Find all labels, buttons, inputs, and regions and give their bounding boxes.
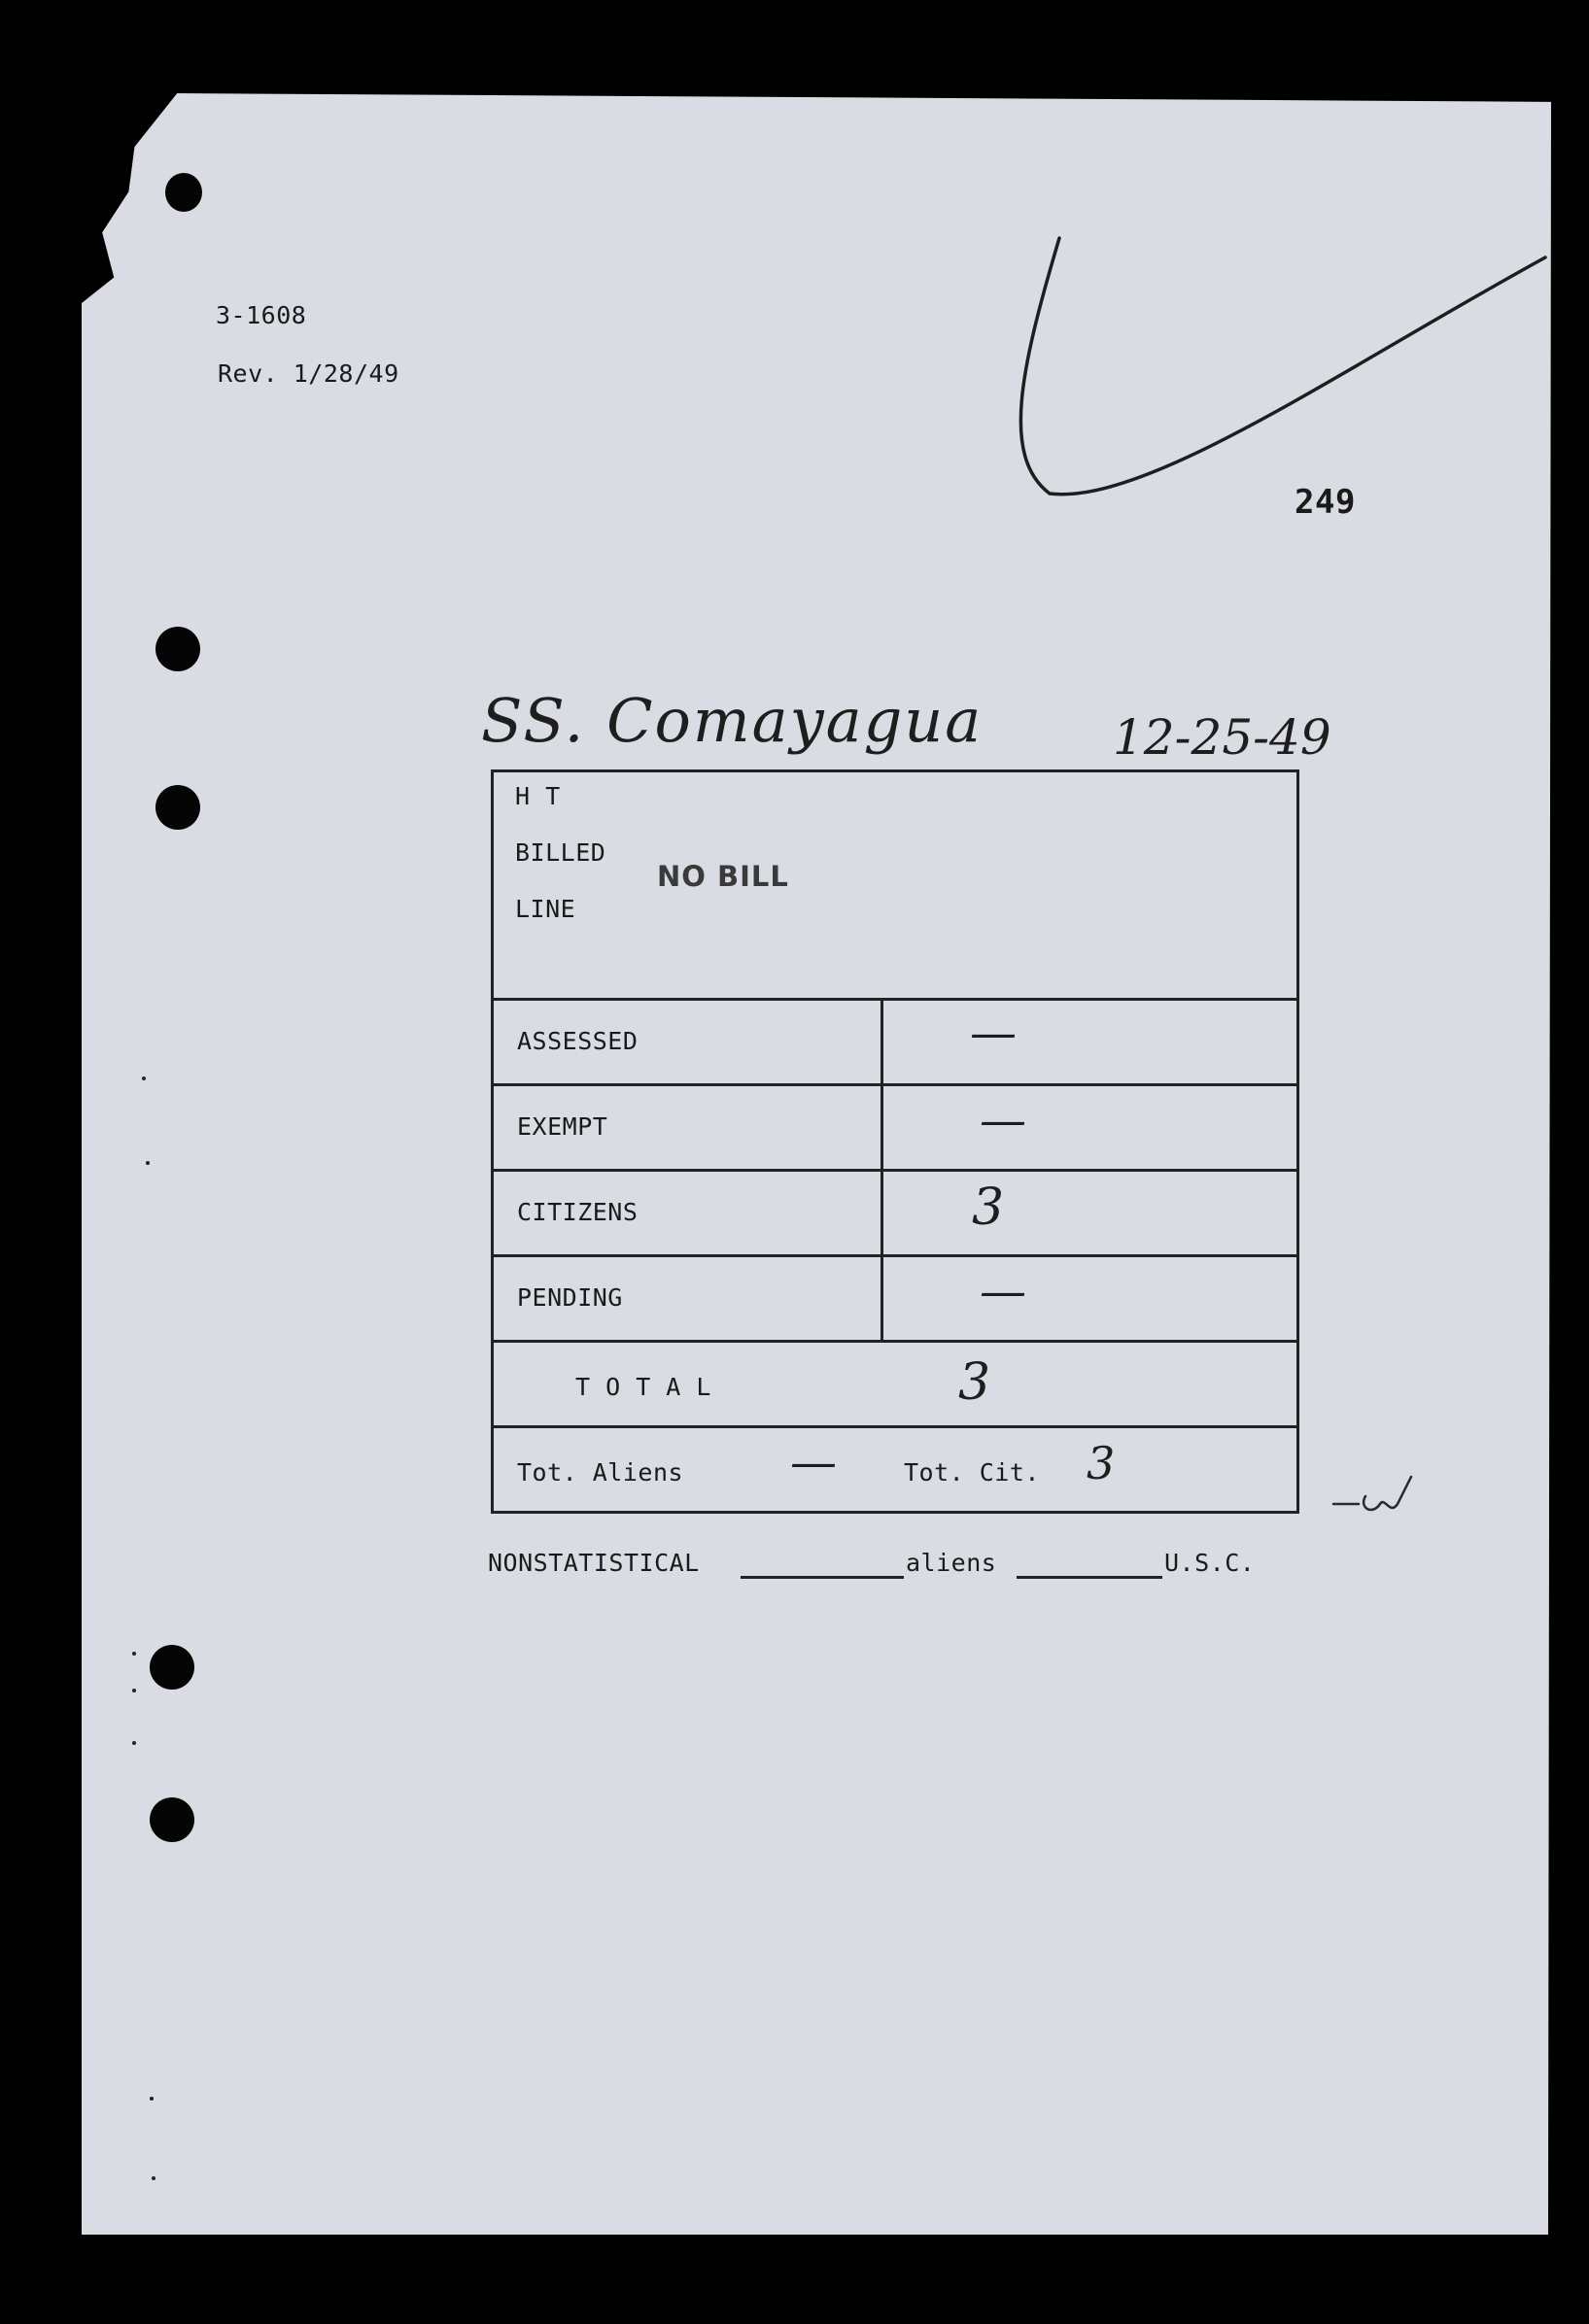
nonstatistical-aliens-blank xyxy=(741,1576,904,1579)
form-number: 3-1608 xyxy=(216,301,307,329)
page-number: 249 xyxy=(1295,483,1356,522)
column-divider xyxy=(881,998,883,1340)
total-value: 3 xyxy=(958,1353,991,1412)
divider xyxy=(494,1425,1296,1428)
nonstatistical-label: NONSTATISTICAL xyxy=(488,1549,700,1577)
nonstatistical-usc-blank xyxy=(1017,1576,1162,1579)
no-bill-stamp: NO BILL xyxy=(657,860,789,893)
total-aliens-value: — xyxy=(790,1435,837,1489)
total-aliens-label: Tot. Aliens xyxy=(517,1458,684,1487)
arrival-date: 12-25-49 xyxy=(1113,709,1331,766)
revision-date: Rev. 1/28/49 xyxy=(218,359,399,388)
tally-box xyxy=(491,769,1299,1514)
citizens-value: 3 xyxy=(972,1179,1005,1237)
divider xyxy=(494,1340,1296,1343)
billed-label: BILLED xyxy=(515,838,606,867)
usc-label: U.S.C. xyxy=(1164,1549,1256,1577)
total-citizens-value: 3 xyxy=(1087,1437,1116,1489)
exempt-label: EXEMPT xyxy=(517,1112,608,1141)
ht-label: H T xyxy=(515,782,561,810)
vessel-name: SS. Comayagua xyxy=(481,685,984,756)
citizens-label: CITIZENS xyxy=(517,1198,639,1226)
assessed-label: ASSESSED xyxy=(517,1027,639,1055)
aliens-label: aliens xyxy=(906,1549,997,1577)
total-label: T O T A L xyxy=(575,1373,711,1401)
divider xyxy=(494,998,1296,1001)
total-citizens-label: Tot. Cit. xyxy=(904,1458,1040,1487)
assessed-value: — xyxy=(970,1006,1017,1060)
pending-label: PENDING xyxy=(517,1283,623,1312)
exempt-value: — xyxy=(980,1093,1026,1147)
pending-value: — xyxy=(980,1264,1026,1318)
divider xyxy=(494,1254,1296,1257)
divider xyxy=(494,1083,1296,1086)
line-label: LINE xyxy=(515,895,576,923)
divider xyxy=(494,1169,1296,1172)
